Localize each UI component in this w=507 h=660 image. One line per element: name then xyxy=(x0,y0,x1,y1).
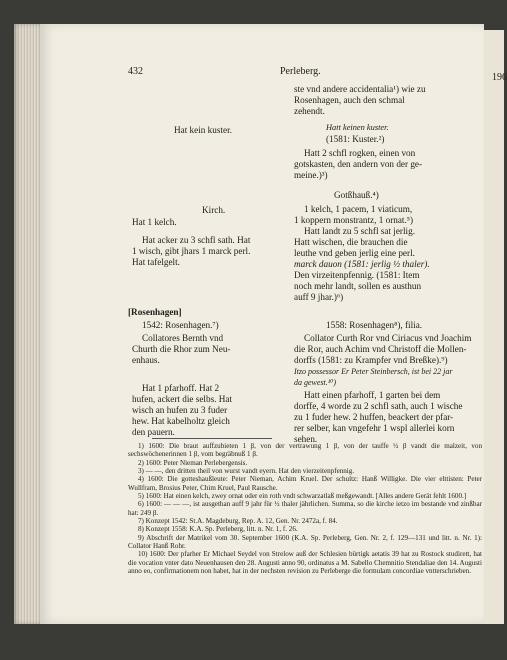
gotshaus-line-1: 1 kelch, 1 pacem, 1 viaticum, xyxy=(304,204,413,214)
footnote-5: 5) 1600: Hat einen kelch, zwey ornat oder ein roth vndt schwarzatlaß meßgewandt. [Alles andere Gerät fehlt 1600.] xyxy=(138,492,467,501)
footnote-8: 8) Konzept 1558: K.A. Sp. Perleberg, litt. n. Nr. 1, f. 26. xyxy=(138,525,298,534)
pfarhof-line-5: den pauern. xyxy=(132,427,175,437)
page-number: 432 xyxy=(128,66,143,77)
pfarhof-line-3: wisch an hufen zu 3 fuder xyxy=(132,405,228,415)
gotshaus-line-4: Hatt wischen, die brauchen die xyxy=(294,237,408,247)
kirch-line-4: Hat tafelgelt. xyxy=(132,257,180,267)
collator-line-2: die Ror, auch Achim vnd Christoff die Mollen- xyxy=(294,344,467,354)
pfarhof-line-1: Hat 1 pfarhoff. Hat 2 xyxy=(142,383,220,393)
footnote-10: 10) 1600: Der pfarher Er Michael Seydel von Strelow auß der Schlesien bürtigk aetatis 39 hat zu Rostock studirett, hat die vocation vnter dato Neuenhausen den 28. Augusti anno 90, ordinatus a M. Sabello Chemnitio Stendaliae den 14. Augusti anno eo, confirmationem non habet, hat in der nechsten revision zu Perleberge die formulam concordiae vntterschrieben. xyxy=(128,550,482,576)
footnote-9: 9) Abschrift der Matrikel vom 30. September 1600 (K.A. Sp. Perleberg, Gen. Nr. 2, f. 129—131 und litt. n. Nr. 1): Collator Hanß Rohr. xyxy=(128,533,482,551)
gotshaus-line-9: auff 9 jhar.)⁶) xyxy=(294,292,344,302)
kirch-line-1: Hat 1 kelch. xyxy=(132,217,177,227)
gotshaus-line-6: marck dauon (1581: jerlig ½ thaler). xyxy=(294,259,430,269)
kirch-line-2: Hat acker zu 3 schfl sath. Hat xyxy=(142,235,251,245)
right-line-6: meine.)³) xyxy=(294,170,328,180)
right-line-1: ste vnd andere accidentalia¹) wie zu xyxy=(294,84,426,94)
footnote-rule xyxy=(152,438,272,439)
collator-line-1: Collator Curth Ror vnd Ciriacus vnd Joachim xyxy=(304,333,472,343)
gotshaus-line-5: leuthe vnd geben jerlig eine perl. xyxy=(294,248,415,258)
right-line-2: Rosenhagen, auch den schmal xyxy=(294,95,405,105)
book-page xyxy=(40,24,484,624)
kuster-1581: (1581: Kuster.²) xyxy=(326,134,385,144)
pfarhoff-line-1: Hatt einen pfarhoff, 1 garten bei dem xyxy=(304,390,441,400)
right-line-5: gotskasten, den andern von der ge- xyxy=(294,159,423,169)
book-edge xyxy=(14,24,40,624)
collatores-line-3: enhaus. xyxy=(132,355,160,365)
footnote-7: 7) Konzept 1542: St.A. Magdeburg, Rep. A. 12, Gen. Nr. 2472a, f. 84. xyxy=(138,517,338,526)
pfarhoff-line-3: zu 1 fuder hew. 2 huffen, beackert der pfar- xyxy=(294,412,454,422)
possessor-line-1: Itzo possessor Er Peter Steinbersch, ist bei 22 jar xyxy=(294,367,453,376)
kuster-italic: Hatt keinen kuster. xyxy=(326,123,389,132)
footnote-1: 1) 1600: Die braut auffzubieten 1 β, von der vertrawung 1 β, von der tauffe ½ β vandt die malzeit, von sechswöchenerinnen 1 β, vom begräbnuß 1 β. xyxy=(128,442,482,459)
possessor-line-2: da gewest.¹⁰) xyxy=(294,378,337,387)
facing-page-edge xyxy=(484,30,507,624)
kuster-line: Hat kein kuster. xyxy=(174,125,232,135)
collatores-line-2: Churth die Rhor zum Neu- xyxy=(132,344,231,354)
collator-line-3: dorffs (1581: zu Krampfer vnd Breßke).⁹) xyxy=(294,355,448,365)
footnote-6: 6) 1600: — — —, ist ausgethan auff 9 jahr für ½ thaler jährlichen. Summa, so die kirche ietzo im bestande vnd zinßbar hat: 249 β. xyxy=(128,500,482,517)
facing-page-number: 196 xyxy=(492,72,507,83)
footnotes xyxy=(128,442,482,576)
kirch-heading: Kirch. xyxy=(202,205,226,215)
pfarhof-line-4: hew. Hat kabelholtz gleich xyxy=(132,416,230,426)
gotshaus-line-8: noch mehr landt, sollen es austhun xyxy=(294,281,422,291)
rosenhagen-1558: 1558: Rosenhagen⁸), filia. xyxy=(326,320,423,330)
running-title: Perleberg. xyxy=(280,66,321,77)
rosenhagen-1542: 1542: Rosenhagen.⁷) xyxy=(142,320,219,330)
footnote-3: 3) — —, den dritten theil von wurst vandt eyern. Hat den vierzeitenpfennig. xyxy=(138,467,355,476)
pfarhoff-line-2: dorffe, 4 worde zu 2 schfl sath, auch 1 wische xyxy=(294,401,463,411)
pfarhof-line-2: hufen, ackert die selbs. Hat xyxy=(132,394,233,404)
pfarhoff-line-4: rer selber, kan vngefehr 1 wspl allerlei korn xyxy=(294,423,455,433)
kirch-line-3: 1 wisch, gibt jhars 1 marck perl. xyxy=(132,246,251,256)
gotshaus-line-3: Hatt landt zu 5 schfl sat jerlig. xyxy=(304,226,415,236)
footnote-4: 4) 1600: Die gotteshaußleute: Peter Nieman, Achim Kruel. Der schultz: Hanß Willigke. Die vier elttisten: Peter Wullfram, Brosius Peter, Chim Kruel, Paul Rausche. xyxy=(128,475,482,492)
pfarhoff-line-5: sehen. xyxy=(294,434,318,444)
gotshaus-line-2: 1 koppern monstrantz, 1 ornat.⁵) xyxy=(294,215,414,225)
section-rosenhagen: [Rosenhagen] xyxy=(128,307,182,317)
right-line-3: zehendt. xyxy=(294,106,325,116)
gotshaus-heading: Gotßhauß.⁴) xyxy=(334,190,379,200)
footnote-2: 2) 1600: Peter Nieman Perlebergensis. xyxy=(138,458,248,467)
collatores-line-1: Collatores Bernth vnd xyxy=(142,333,224,343)
right-line-4: Hatt 2 schfl rogken, einen von xyxy=(304,148,416,158)
gotshaus-line-7: Den virzeitenpfennig. (1581: Item xyxy=(294,270,420,280)
